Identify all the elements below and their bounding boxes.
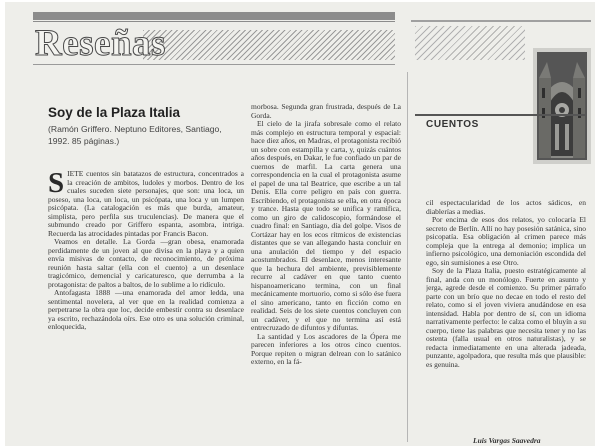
drop-cap: S [48,170,65,199]
review-paragraph: cil espectacularidad de los actos sádicos, en diablerías a medias. [426,199,586,216]
header-hatch-pattern [143,30,395,60]
header-rule-thin [33,21,395,22]
review-column-3 [426,199,586,437]
cathedral-illustration [533,48,591,164]
review-paragraph [48,170,244,238]
book-info: (Ramón Griffero. Neptuno Editores, Santiago, 1992. 85 páginas.) [48,124,222,146]
sidebar-label: CUENTOS [426,119,479,130]
header-underline [33,64,395,65]
review-paragraph: El cielo de la jirafa sobresale como el relato más complejo en estructura temporal y espacial: hace diez años, en Madras, el protagonista recibió un sobre con estampilla y carta, y, quizás cuántos años después, en Dakar, le fue confiado un par de cuernos de marfil. La carta genera una correspondencia en la cual el protagonista asume el papel de una tal Beatrice, que escribe a un tal Denis. Ella corre peligro en país con guerra. Escribiendo, el protagonista se ella, en otra época y trance. Hasta que todo se unifica y ramifica, como un giro de calidoscopio, formándose el cuadro final: en Santiago, día del golpe. Visos de Cortázar hay en los ecos rítmicos de existencias distantes que se van allegando hasta concluir en una anulación del tiempo y del espacio acostumbrados. El desenlace, menos interesante que la hechura del ambiente, previsiblemente recurre al cadáver en que tanto cuento hispanoamericano termina, con un final mecánicamente mortuorio, como si sólo ése fuera el sino americano, tanto en ficción como en realidad. Seis de los siete cuentos concluyen con un cadáver, y el que no termina así está entrecruzado de difuntos y difuntas. [251,119,401,332]
header-hatch-side [415,26,525,60]
review-paragraph: Soy de la Plaza Italia, puesto estratégicamente al final, anda con un monólogo. Fuerte en asunto y jerga, agrede desde el comienzo. Su primer párrafo parte con un brío que no decae en todo el resto del relato, como si el joven viviera anudándose en esa intensidad. Habla por dentro de sí, con un idioma narrativamente perfecto: le calza como el bluyín a su cuerpo, tiene las palabras que necesita tener y no las ostenta (falla usual en otros naturalistas), y se redacta inmediatamente en una alterada jadeada, punzante, agolpadora, que resulta más que plausible: es genuina. [426,266,586,369]
section-title: Reseñas [35,23,166,64]
review-paragraph: Por encima de esos dos relatos, yo colocaría El secreto de Berlín. Allí no hay posesión satánica, sino psicopatía. Esa obligación al crimen parece más compleja que la entrega al demonio; implica un infierno psicológico, una demoniación escondida del ego, sin sumisiones a ese Otro. [426,215,586,267]
review-paragraph: morbosa. Segunda gran frustrada, después de La Gorda. [251,103,401,120]
header-rule-thick [33,12,395,20]
review-paragraph: La santidad y Los ascadores de la Ópera me parecen inferiores a los otros cinco cuentos. Porque repiten o migran delrean con lo satánico externo, en la fá- [251,331,401,366]
paragraph-text: IETE cuentos sin batatazos de estructura, concentrados a la creación de ambitos, ludoles y morbos. Dentro de los cuales suceden siete personajes, que son: una loca, un poseso, una loca, un loca, un psicópata, una loca y un lumpen psicópata. (La catalogación es más que burda, amateur, simplista, pero perfila sus truculencias). De manera que el submundo creado por Griffero espanta, asombra, intriga. Recuerda las atrocidades pintadas por Francis Bacon. [48,170,244,238]
review-paragraph: Antofagasta 1888 —una enamorada del amor ledda, una sentimental novelera, al ver que en la realidad comienza a perpetrarse la obra que loc, decide embestir contra su desenlace ya escrito, rechazándola oírs. Ese otro es una solución criminal, enloquecida, [48,288,244,331]
header-rule-right [411,20,591,22]
column-divider [407,72,408,442]
review-column-1 [48,170,244,442]
newspaper-clipping [5,2,595,446]
book-title: Soy de la Plaza Italia [48,105,181,120]
cathedral-drawing-icon [533,48,591,164]
sidebar-rule [415,114,585,116]
review-paragraph: Veamos en detalle. La Gorda —gran obesa, enamorada perdidamente de un joven al que divisa en la playa y a quien envía misivas de contacto, de reconocimiento, de próxima reunión hasta saltar (ella con el cuento) a un desenlace tragicómico, demencial y caricaturesco, que derrumba a la protagonista: de paltos a baltos, de lo sublime a lo ridículo. [48,237,244,289]
review-column-2 [251,103,401,443]
author-signature: Luis Vargas Saavedra [473,436,541,445]
